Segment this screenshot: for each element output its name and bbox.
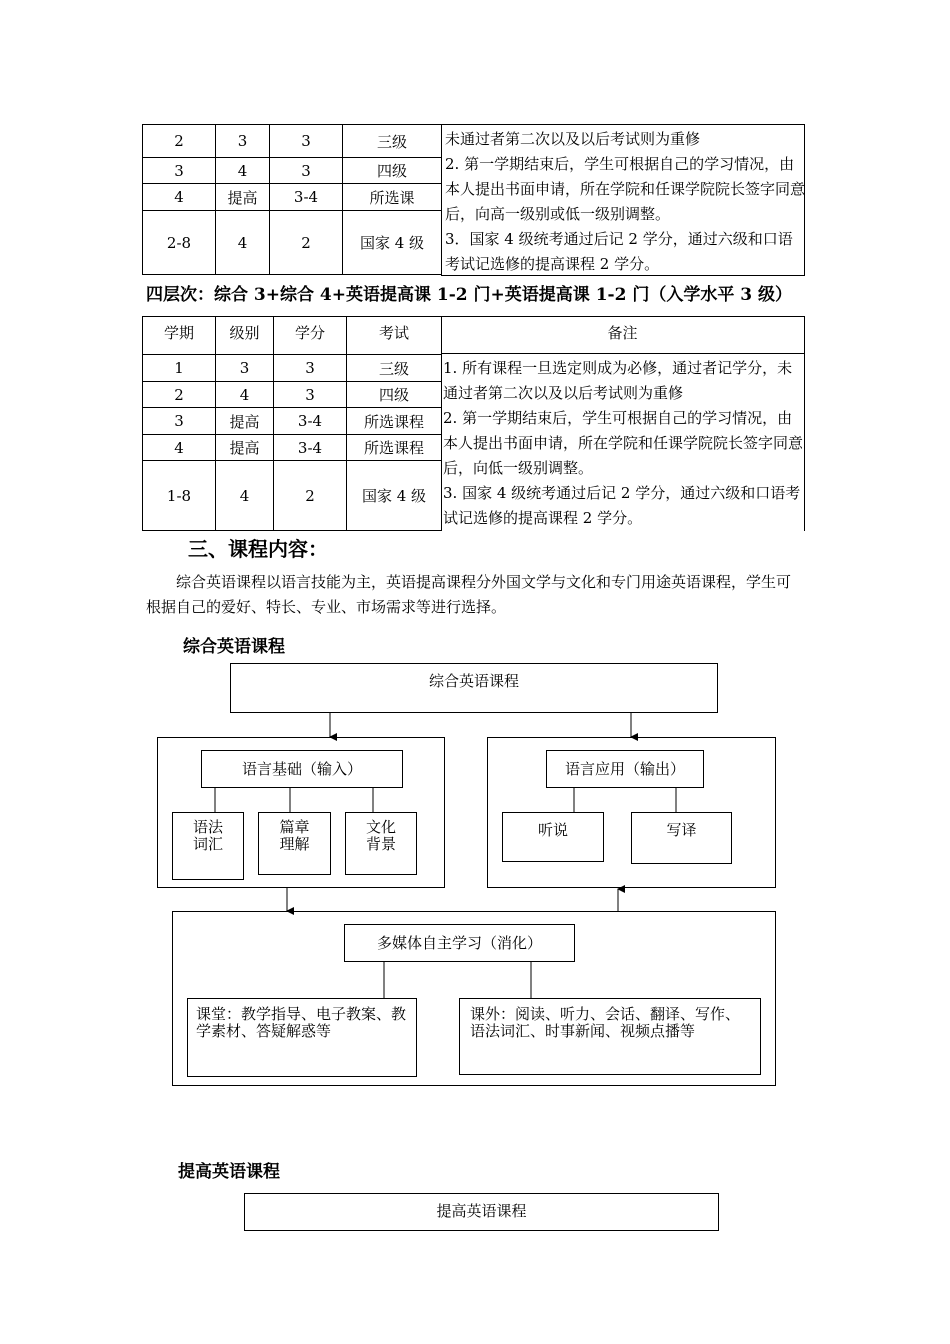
box-line: 文化 <box>365 818 396 836</box>
advanced-course-heading: 提高英语课程 <box>178 1162 280 1182</box>
classroom-box: 课堂：教学指导、电子教案、教学素材、答疑解惑等 <box>187 998 417 1077</box>
listening-speaking-box: 听说 <box>502 812 604 862</box>
note-line: 3．国家 4 级统考通过后记 2 学分，通过六级和口语考试记选修的提高课程 2 学分。 <box>445 230 793 273</box>
box-line: 理解 <box>279 835 310 853</box>
multimedia-self-study-box: 多媒体自主学习（消化） <box>344 924 575 962</box>
grammar-vocab-box <box>172 812 244 880</box>
table-header: 学期 <box>143 317 216 355</box>
note-line: 2. 第一学期结束后，学生可根据自己的学习情况，由本人提出书面申请，所在学院和任课学院院长签字同意后，向高一级别或低一级别调整。 <box>445 155 806 223</box>
advanced-course-box: 提高英语课程 <box>244 1193 719 1231</box>
table-cell: 4 <box>216 461 274 531</box>
table-cell: 3 <box>143 408 216 435</box>
table-cell: 4 <box>216 211 270 275</box>
comprehensive-course-heading: 综合英语课程 <box>183 637 285 657</box>
table-header: 级别 <box>216 317 274 355</box>
table-cell: 1 <box>143 355 216 382</box>
table-cell: 四级 <box>343 158 442 184</box>
table-cell: 1-8 <box>143 461 216 531</box>
box-line: 背景 <box>365 835 396 853</box>
box-line: 语法 <box>192 818 223 836</box>
table-cell: 4 <box>143 184 216 211</box>
table-cell: 2 <box>274 461 347 531</box>
table-cell: 所选课 <box>343 184 442 211</box>
table-cell: 3 <box>216 125 270 158</box>
culture-box <box>345 812 417 875</box>
language-input-box: 语言基础（输入） <box>201 750 403 788</box>
discourse-box <box>258 812 331 875</box>
table-cell: 3-4 <box>274 435 347 461</box>
outside-class-box: 课外：阅读、听力、会话、翻译、写作、语法词汇、时事新闻、视频点播等 <box>459 998 761 1075</box>
note-line: 3. 国家 4 级统考通过后记 2 学分，通过六级和口语考试记选修的提高课程 2 学分。 <box>443 484 801 527</box>
table-cell: 2-8 <box>143 211 216 275</box>
table-cell: 4 <box>143 435 216 461</box>
writing-translation-box: 写译 <box>631 812 732 864</box>
table-cell: 2 <box>143 125 216 158</box>
table-cell: 2 <box>270 211 343 275</box>
table-cell: 国家 4 级 <box>347 461 442 531</box>
table-cell: 提高 <box>216 184 270 211</box>
box-line: 篇章 <box>279 818 310 836</box>
table-cell: 4 <box>216 158 270 184</box>
note-line: 1. 所有课程一旦选定则成为必修，通过者记学分，未通过者第二次以及以后考试则为重修 <box>443 359 793 402</box>
table-cell: 所选课程 <box>347 408 442 435</box>
table-cell: 提高 <box>216 435 274 461</box>
table-cell: 4 <box>216 382 274 408</box>
table-cell: 3 <box>143 158 216 184</box>
level4-title: 四层次：综合 3+综合 4+英语提高课 1-2 门+英语提高课 1-2 门（入学水平 3 级） <box>146 285 792 305</box>
table-cell: 四级 <box>347 382 442 408</box>
table-cell: 3 <box>216 355 274 382</box>
table-cell: 三级 <box>343 125 442 158</box>
section-paragraph: 综合英语课程以语言技能为主，英语提高课程分外国文学与文化和专门用途英语课程，学生可根据自己的爱好、特长、专业、市场需求等进行选择。 <box>146 573 792 616</box>
table-cell: 3 <box>274 355 347 382</box>
section-heading: 三、课程内容： <box>188 537 328 561</box>
box-line: 词汇 <box>192 835 223 853</box>
note-line: 未通过者第二次以及以后考试则为重修 <box>445 130 701 148</box>
table-cell: 3 <box>270 125 343 158</box>
table-cell: 三级 <box>347 355 442 382</box>
comprehensive-course-box: 综合英语课程 <box>230 663 718 713</box>
table-cell: 2 <box>143 382 216 408</box>
table-cell: 3 <box>274 382 347 408</box>
table-cell: 3-4 <box>274 408 347 435</box>
table-cell: 国家 4 级 <box>343 211 442 275</box>
table-header: 学分 <box>274 317 347 355</box>
note-line: 2. 第一学期结束后，学生可根据自己的学习情况，由本人提出书面申请，所在学院和任课学院院长签字同意后，向低一级别调整。 <box>443 409 804 477</box>
table-cell: 3-4 <box>270 184 343 211</box>
table-cell: 提高 <box>216 408 274 435</box>
table-cell: 3 <box>270 158 343 184</box>
table-header: 考试 <box>347 317 442 355</box>
table-cell: 所选课程 <box>347 435 442 461</box>
remarks-header: 备注 <box>607 324 638 342</box>
language-output-box: 语言应用（输出） <box>546 750 704 788</box>
